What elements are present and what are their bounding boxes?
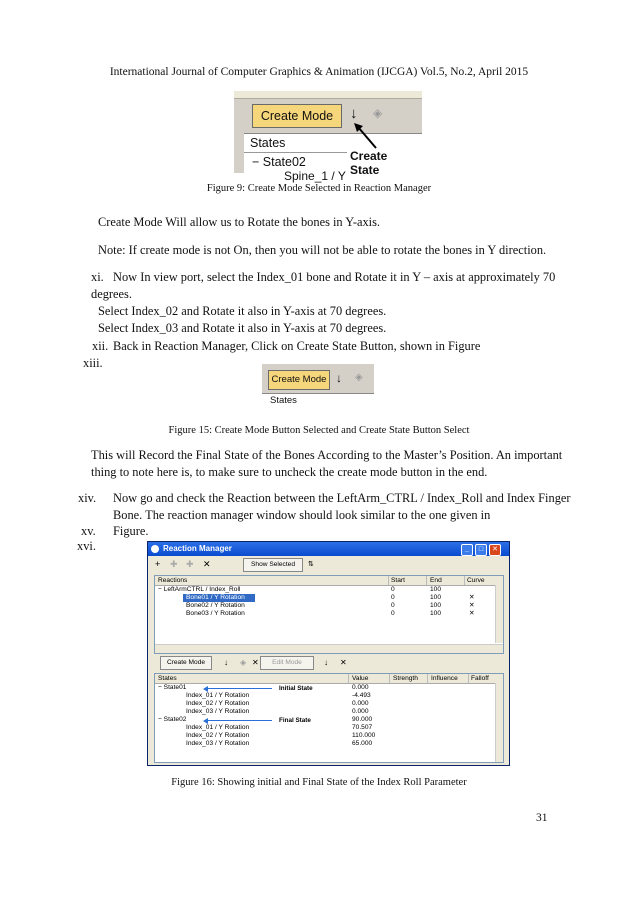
- figure-15-screenshot: [262, 364, 374, 407]
- table-row[interactable]: [155, 602, 503, 610]
- reaction-start: 0: [391, 594, 395, 601]
- create-state-callout: Create State: [347, 149, 422, 177]
- toolbar-strip: [234, 91, 422, 99]
- reaction-start: 0: [391, 610, 395, 617]
- state-value: 0.000: [352, 708, 369, 715]
- state-name: − State02: [158, 716, 187, 723]
- reaction-name: − LeftArmCTRL / Index_Roll: [158, 586, 241, 593]
- column-header[interactable]: Start: [391, 577, 405, 584]
- reactions-toolbar: [148, 557, 509, 573]
- table-row[interactable]: [155, 700, 503, 708]
- states-header: States: [270, 395, 297, 406]
- curve-icon[interactable]: ✕: [469, 610, 475, 617]
- initial-state-arrow-icon: [203, 686, 208, 692]
- bulb-icon[interactable]: ◈: [373, 106, 383, 120]
- list-text: Back in Reaction Manager, Click on Create State Button, shown in Figure: [113, 339, 481, 353]
- spine-row[interactable]: Spine_1 / Y: [284, 169, 346, 183]
- callout-arrow-icon: [352, 121, 382, 151]
- list-text: Figure.: [113, 524, 149, 538]
- vertical-scrollbar[interactable]: [495, 683, 503, 762]
- table-row[interactable]: [155, 586, 503, 594]
- column-header[interactable]: Falloff: [471, 675, 489, 682]
- reaction-end: 100: [430, 586, 442, 593]
- column-header[interactable]: End: [430, 577, 442, 584]
- figure-15-caption: Figure 15: Create Mode Button Selected and Create State Button Select: [168, 425, 470, 436]
- state-name: Index_03 / Y Rotation: [186, 740, 250, 747]
- state-name: Index_02 / Y Rotation: [186, 700, 250, 707]
- column-header[interactable]: States: [158, 675, 177, 682]
- vertical-scrollbar[interactable]: [495, 585, 503, 643]
- state-value: 90.000: [352, 716, 373, 723]
- reaction-name: Bone03 / Y Rotation: [186, 610, 245, 617]
- close-icon[interactable]: ✕: [489, 544, 501, 556]
- curve-icon[interactable]: ✕: [469, 594, 475, 601]
- state-value: -4.493: [352, 692, 371, 699]
- state-name: Index_01 / Y Rotation: [186, 692, 250, 699]
- paragraph: Note: If create mode is not On, then you will not be able to rotate the bones in Y direction.: [98, 243, 547, 257]
- table-row[interactable]: [155, 740, 503, 748]
- state-value: 65.000: [352, 740, 373, 747]
- state-value: 0.000: [352, 700, 369, 707]
- final-state-arrow-icon: [203, 718, 208, 724]
- reaction-end: 100: [430, 602, 442, 609]
- window-title: Reaction Manager: [163, 544, 232, 553]
- reactions-header: [155, 576, 503, 586]
- table-row[interactable]: [155, 732, 503, 740]
- table-row[interactable]: [155, 594, 503, 602]
- maximize-icon[interactable]: □: [475, 544, 487, 556]
- create-state-arrow-icon[interactable]: ↓: [224, 658, 228, 667]
- list-number: xii.: [92, 339, 109, 353]
- delete-icon[interactable]: ✕: [340, 658, 347, 667]
- state-name: Index_02 / Y Rotation: [186, 732, 250, 739]
- column-header[interactable]: Influence: [431, 675, 458, 682]
- list-text: Now In view port, select the Index_01 bone and Rotate it in Y – axis at approximately 70: [113, 270, 556, 284]
- reaction-manager-window: [147, 541, 510, 766]
- page-number: 31: [536, 812, 548, 824]
- column-header[interactable]: Strength: [393, 675, 418, 682]
- pick-icon[interactable]: ✚: [186, 559, 194, 569]
- states-panel: [262, 393, 374, 408]
- bulb-icon[interactable]: ◈: [240, 658, 247, 667]
- table-row[interactable]: [155, 692, 503, 700]
- bulb-icon[interactable]: ◈: [355, 372, 363, 383]
- list-number: xv.: [81, 524, 96, 538]
- create-state-arrow-icon[interactable]: ↓: [336, 371, 342, 385]
- create-mode-button[interactable]: Create Mode: [160, 656, 212, 670]
- column-header[interactable]: Value: [352, 675, 369, 682]
- horizontal-scrollbar[interactable]: [155, 644, 503, 653]
- states-toolbar: [148, 655, 509, 671]
- reactions-table: [154, 575, 504, 654]
- options-icon[interactable]: ⇅: [308, 561, 314, 568]
- initial-state-label: Initial State: [279, 685, 313, 692]
- state-name: − State01: [158, 684, 187, 691]
- list-number: xi.: [91, 270, 104, 284]
- list-text: Select Index_02 and Rotate it also in Y-axis at 70 degrees.: [98, 304, 387, 318]
- reaction-end: 100: [430, 610, 442, 617]
- figure-9-caption: Figure 9: Create Mode Selected in Reaction Manager: [206, 183, 432, 194]
- reaction-name: Bone01 / Y Rotation: [186, 594, 245, 601]
- paragraph: Create Mode Will allow us to Rotate the bones in Y-axis.: [98, 215, 381, 229]
- list-number: xvi.: [77, 539, 96, 553]
- state-name: Index_01 / Y Rotation: [186, 724, 250, 731]
- figure-9-screenshot: [234, 91, 422, 183]
- final-state-label: Final State: [279, 717, 311, 724]
- table-row[interactable]: [155, 724, 503, 732]
- list-text: Select Index_03 and Rotate it also in Y-axis at 70 degrees.: [98, 321, 387, 335]
- create-mode-button[interactable]: Create Mode: [268, 370, 330, 390]
- state-value: 0.000: [352, 684, 369, 691]
- list-text: Bone. The reaction manager window should look similar to the one given in: [113, 508, 491, 522]
- create-mode-button[interactable]: Create Mode: [252, 104, 342, 128]
- curve-icon[interactable]: ✕: [469, 602, 475, 609]
- initial-state-arrow-line: [207, 688, 272, 689]
- title-bar[interactable]: [148, 542, 509, 556]
- delete-icon[interactable]: ✕: [203, 559, 211, 569]
- table-row[interactable]: [155, 610, 503, 618]
- delete-icon[interactable]: ✕: [252, 658, 259, 667]
- states-header: [155, 674, 503, 684]
- reaction-start: 0: [391, 602, 395, 609]
- arrow-icon[interactable]: ↓: [324, 658, 328, 667]
- list-number: xiv.: [78, 491, 97, 505]
- figure-16-caption: Figure 16: Showing initial and Final State of the Index Roll Parameter: [171, 777, 467, 788]
- app-icon: [151, 545, 159, 553]
- show-selected-button[interactable]: Show Selected: [243, 558, 303, 572]
- reaction-end: 100: [430, 594, 442, 601]
- list-number: xiii.: [83, 356, 103, 370]
- column-header[interactable]: Reactions: [158, 577, 188, 584]
- final-state-arrow-line: [207, 720, 272, 721]
- add-icon[interactable]: +: [155, 559, 161, 569]
- states-table: [154, 673, 504, 763]
- journal-header: International Journal of Computer Graphics & Animation (IJCGA) Vol.5, No.2, April 2015: [109, 66, 529, 78]
- state-value: 110.000: [352, 732, 376, 739]
- state-value: 70.507: [352, 724, 373, 731]
- add-selected-icon[interactable]: ✚: [170, 559, 178, 569]
- state-row[interactable]: − State02: [252, 155, 306, 169]
- table-row[interactable]: [155, 708, 503, 716]
- paragraph: thing to note here is, to make sure to uncheck the create mode button in the end.: [91, 465, 488, 479]
- state-name: Index_03 / Y Rotation: [186, 708, 250, 715]
- reaction-start: 0: [391, 586, 395, 593]
- minimize-icon[interactable]: _: [461, 544, 473, 556]
- column-header[interactable]: Curve: [467, 577, 485, 584]
- edit-mode-button[interactable]: Edit Mode: [260, 656, 314, 670]
- states-header: States: [250, 136, 286, 150]
- list-text: degrees.: [91, 287, 132, 301]
- state-label: State02: [262, 155, 306, 169]
- create-state-arrow-icon[interactable]: ↓: [350, 105, 358, 122]
- list-text: Now go and check the Reaction between the LeftArm_CTRL / Index_Roll and Index Finger: [113, 491, 571, 505]
- paragraph: This will Record the Final State of the Bones According to the Master’s Position. An important: [91, 448, 563, 462]
- reaction-name: Bone02 / Y Rotation: [186, 602, 245, 609]
